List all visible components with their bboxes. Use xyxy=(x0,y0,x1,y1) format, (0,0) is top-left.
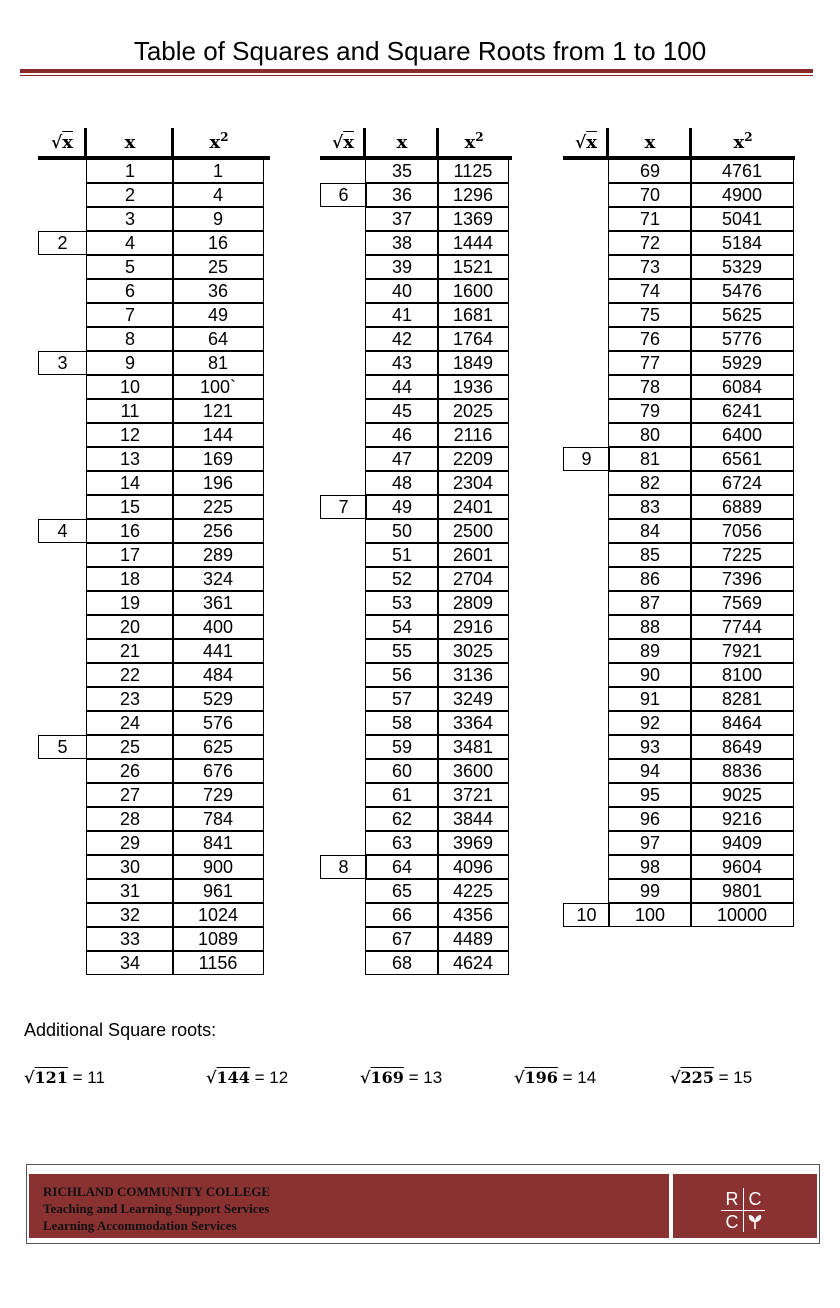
x-cell: 25 xyxy=(86,735,174,759)
square-cell: 5184 xyxy=(690,231,794,255)
radical-icon: √ xyxy=(514,1068,525,1087)
x-cell: 26 xyxy=(86,759,174,783)
square-cell: 400 xyxy=(172,615,264,639)
x-cell: 66 xyxy=(365,903,439,927)
square-cell: 7056 xyxy=(690,519,794,543)
footer xyxy=(26,1164,820,1244)
x-cell: 100 xyxy=(608,903,692,927)
x-cell: 37 xyxy=(365,207,439,231)
square-cell: 256 xyxy=(172,519,264,543)
x-cell: 46 xyxy=(365,423,439,447)
x-cell: 64 xyxy=(365,855,439,879)
logo-letter-c2: C xyxy=(725,1212,739,1232)
square-cell: 9216 xyxy=(690,807,794,831)
x-cell: 14 xyxy=(86,471,174,495)
square-cell: 729 xyxy=(172,783,264,807)
x-cell: 40 xyxy=(365,279,439,303)
header-square xyxy=(173,128,265,156)
header-x: x xyxy=(644,132,656,153)
x-cell: 98 xyxy=(608,855,692,879)
radicand: 196 xyxy=(524,1068,558,1087)
root-cell: 8 xyxy=(320,855,367,879)
square-cell: 6561 xyxy=(690,447,794,471)
radical-icon: √ xyxy=(575,133,587,153)
x-cell: 41 xyxy=(365,303,439,327)
header-square xyxy=(691,128,795,156)
square-cell: 625 xyxy=(172,735,264,759)
x-cell: 49 xyxy=(365,495,439,519)
square-cell: 361 xyxy=(172,591,264,615)
square-cell: 100` xyxy=(172,375,264,399)
square-cell: 2025 xyxy=(437,399,509,423)
root-result: = 11 xyxy=(72,1068,105,1087)
radicand: 144 xyxy=(216,1068,250,1087)
x-cell: 59 xyxy=(365,735,439,759)
square-cell: 841 xyxy=(172,831,264,855)
square-cell: 7225 xyxy=(690,543,794,567)
service-name: Learning Accommodation Services xyxy=(43,1218,237,1233)
x-cell: 51 xyxy=(365,543,439,567)
square-cell: 6889 xyxy=(690,495,794,519)
square-cell: 5041 xyxy=(690,207,794,231)
square-cell: 529 xyxy=(172,687,264,711)
x-cell: 29 xyxy=(86,831,174,855)
root-result: = 15 xyxy=(718,1068,753,1087)
college-name: RICHLAND COMMUNITY COLLEGE xyxy=(43,1184,271,1199)
x-cell: 17 xyxy=(86,543,174,567)
x-cell: 11 xyxy=(86,399,174,423)
x-cell: 60 xyxy=(365,759,439,783)
page-title: Table of Squares and Square Roots from 1 to 100 xyxy=(133,36,707,66)
x-cell: 28 xyxy=(86,807,174,831)
x-cell: 6 xyxy=(86,279,174,303)
x-cell: 55 xyxy=(365,639,439,663)
square-cell: 4096 xyxy=(437,855,509,879)
x-cell: 80 xyxy=(608,423,692,447)
square-cell: 2809 xyxy=(437,591,509,615)
square-cell: 81 xyxy=(172,351,264,375)
square-cell: 3721 xyxy=(437,783,509,807)
x-cell: 68 xyxy=(365,951,439,975)
additional-root-item xyxy=(24,1068,105,1088)
header-root-label: x xyxy=(343,132,354,153)
x-cell: 22 xyxy=(86,663,174,687)
x-cell: 7 xyxy=(86,303,174,327)
logo-letter-r: R xyxy=(725,1189,739,1209)
square-cell: 8281 xyxy=(690,687,794,711)
square-cell: 289 xyxy=(172,543,264,567)
x-cell: 35 xyxy=(365,159,439,183)
square-cell: 1681 xyxy=(437,303,509,327)
square-cell: 64 xyxy=(172,327,264,351)
x-cell: 74 xyxy=(608,279,692,303)
square-cell: 1849 xyxy=(437,351,509,375)
x-cell: 87 xyxy=(608,591,692,615)
square-cell: 6400 xyxy=(690,423,794,447)
x-cell: 90 xyxy=(608,663,692,687)
root-result: = 14 xyxy=(562,1068,597,1087)
square-cell: 5929 xyxy=(690,351,794,375)
square-cell: 676 xyxy=(172,759,264,783)
x-cell: 88 xyxy=(608,615,692,639)
x-cell: 21 xyxy=(86,639,174,663)
square-cell: 7744 xyxy=(690,615,794,639)
root-cell: 5 xyxy=(38,735,87,759)
additional-root-item xyxy=(670,1068,752,1088)
x-cell: 82 xyxy=(608,471,692,495)
logo-divider-h xyxy=(721,1210,765,1211)
root-cell: 7 xyxy=(320,495,367,519)
x-cell: 99 xyxy=(608,879,692,903)
square-cell: 9801 xyxy=(690,879,794,903)
square-cell: 2304 xyxy=(437,471,509,495)
x-cell: 38 xyxy=(365,231,439,255)
square-cell: 8464 xyxy=(690,711,794,735)
square-cell: 5625 xyxy=(690,303,794,327)
square-cell: 1444 xyxy=(437,231,509,255)
root-cell: 9 xyxy=(563,447,610,471)
radicand: 169 xyxy=(370,1068,404,1087)
square-cell: 3481 xyxy=(437,735,509,759)
x-cell: 33 xyxy=(86,927,174,951)
radical-icon: √ xyxy=(360,1068,371,1087)
square-cell: 324 xyxy=(172,567,264,591)
square-cell: 1 xyxy=(172,159,264,183)
x-cell: 50 xyxy=(365,519,439,543)
square-cell: 9 xyxy=(172,207,264,231)
square-cell: 4624 xyxy=(437,951,509,975)
square-cell: 1156 xyxy=(172,951,264,975)
x-cell: 19 xyxy=(86,591,174,615)
x-cell: 8 xyxy=(86,327,174,351)
square-cell: 4356 xyxy=(437,903,509,927)
square-cell: 4 xyxy=(172,183,264,207)
header-x: x xyxy=(124,132,136,153)
square-cell: 169 xyxy=(172,447,264,471)
header-divider xyxy=(363,128,366,156)
x-cell: 91 xyxy=(608,687,692,711)
x-cell: 85 xyxy=(608,543,692,567)
x-cell: 62 xyxy=(365,807,439,831)
x-cell: 96 xyxy=(608,807,692,831)
x-cell: 1 xyxy=(86,159,174,183)
x-cell: 54 xyxy=(365,615,439,639)
square-cell: 6724 xyxy=(690,471,794,495)
x-cell: 79 xyxy=(608,399,692,423)
square-cell: 9025 xyxy=(690,783,794,807)
x-cell: 89 xyxy=(608,639,692,663)
header-root xyxy=(320,128,366,156)
square-cell: 2916 xyxy=(437,615,509,639)
header-divider xyxy=(84,128,87,156)
square-cell: 36 xyxy=(172,279,264,303)
radical-icon: √ xyxy=(24,1068,35,1087)
x-cell: 32 xyxy=(86,903,174,927)
x-cell: 63 xyxy=(365,831,439,855)
header-square-exponent: 2 xyxy=(220,130,229,144)
square-cell: 1936 xyxy=(437,375,509,399)
x-cell: 9 xyxy=(86,351,174,375)
square-cell: 3844 xyxy=(437,807,509,831)
square-cell: 2601 xyxy=(437,543,509,567)
x-cell: 43 xyxy=(365,351,439,375)
header-root-label: x xyxy=(586,132,597,153)
additional-root-item xyxy=(514,1068,596,1088)
square-cell: 4225 xyxy=(437,879,509,903)
square-cell: 1024 xyxy=(172,903,264,927)
square-cell: 4761 xyxy=(690,159,794,183)
additional-root-item xyxy=(360,1068,442,1088)
x-cell: 47 xyxy=(365,447,439,471)
x-cell: 70 xyxy=(608,183,692,207)
square-cell: 10000 xyxy=(690,903,794,927)
header-x: x xyxy=(396,132,408,153)
x-cell: 27 xyxy=(86,783,174,807)
header-divider xyxy=(436,128,439,156)
header-square-base: x xyxy=(464,132,476,153)
square-cell: 6241 xyxy=(690,399,794,423)
x-cell: 97 xyxy=(608,831,692,855)
x-cell: 71 xyxy=(608,207,692,231)
square-cell: 7569 xyxy=(690,591,794,615)
square-cell: 1521 xyxy=(437,255,509,279)
x-cell: 2 xyxy=(86,183,174,207)
root-cell: 4 xyxy=(38,519,87,543)
root-cell: 2 xyxy=(38,231,87,255)
square-cell: 5476 xyxy=(690,279,794,303)
x-cell: 45 xyxy=(365,399,439,423)
square-cell: 2500 xyxy=(437,519,509,543)
title-rule-thin xyxy=(20,75,813,76)
square-cell: 121 xyxy=(172,399,264,423)
root-cell: 3 xyxy=(38,351,87,375)
x-cell: 36 xyxy=(365,183,439,207)
rcc-logo-grid xyxy=(721,1188,765,1232)
square-cell: 9604 xyxy=(690,855,794,879)
additional-label: Additional Square roots: xyxy=(24,1020,217,1040)
header-square xyxy=(438,128,510,156)
radical-icon: √ xyxy=(670,1068,681,1087)
square-cell: 3969 xyxy=(437,831,509,855)
square-cell: 4900 xyxy=(690,183,794,207)
header-divider xyxy=(171,128,174,156)
x-cell: 31 xyxy=(86,879,174,903)
radicand: 225 xyxy=(680,1068,714,1087)
x-cell: 15 xyxy=(86,495,174,519)
square-cell: 144 xyxy=(172,423,264,447)
x-cell: 81 xyxy=(608,447,692,471)
square-cell: 1125 xyxy=(437,159,509,183)
square-cell: 3600 xyxy=(437,759,509,783)
header-divider xyxy=(606,128,609,156)
square-cell: 4489 xyxy=(437,927,509,951)
x-cell: 20 xyxy=(86,615,174,639)
x-cell: 61 xyxy=(365,783,439,807)
square-cell: 25 xyxy=(172,255,264,279)
root-result: = 13 xyxy=(408,1068,443,1087)
x-cell: 93 xyxy=(608,735,692,759)
square-cell: 3249 xyxy=(437,687,509,711)
x-cell: 72 xyxy=(608,231,692,255)
header-divider xyxy=(689,128,692,156)
square-cell: 7396 xyxy=(690,567,794,591)
title-rule-thick xyxy=(20,69,813,73)
square-cell: 225 xyxy=(172,495,264,519)
x-cell: 3 xyxy=(86,207,174,231)
square-cell: 49 xyxy=(172,303,264,327)
x-cell: 42 xyxy=(365,327,439,351)
x-cell: 39 xyxy=(365,255,439,279)
square-cell: 5776 xyxy=(690,327,794,351)
square-cell: 784 xyxy=(172,807,264,831)
x-cell: 83 xyxy=(608,495,692,519)
additional-root-item xyxy=(206,1068,288,1088)
x-cell: 86 xyxy=(608,567,692,591)
x-cell: 77 xyxy=(608,351,692,375)
square-cell: 5329 xyxy=(690,255,794,279)
logo-letter-c1: C xyxy=(748,1189,762,1209)
square-cell: 3025 xyxy=(437,639,509,663)
square-cell: 8649 xyxy=(690,735,794,759)
x-cell: 67 xyxy=(365,927,439,951)
header-square-exponent: 2 xyxy=(744,130,753,144)
radical-icon: √ xyxy=(206,1068,217,1087)
x-cell: 10 xyxy=(86,375,174,399)
header-square-exponent: 2 xyxy=(475,130,484,144)
x-cell: 65 xyxy=(365,879,439,903)
rcc-logo xyxy=(673,1174,817,1238)
x-cell: 84 xyxy=(608,519,692,543)
root-result: = 12 xyxy=(254,1068,289,1087)
x-cell: 69 xyxy=(608,159,692,183)
department-name: Teaching and Learning Support Services xyxy=(43,1201,270,1216)
x-cell: 57 xyxy=(365,687,439,711)
square-cell: 8836 xyxy=(690,759,794,783)
header-square-base: x xyxy=(733,132,745,153)
x-cell: 44 xyxy=(365,375,439,399)
x-cell: 76 xyxy=(608,327,692,351)
square-cell: 441 xyxy=(172,639,264,663)
x-cell: 16 xyxy=(86,519,174,543)
square-cell: 2401 xyxy=(437,495,509,519)
square-cell: 196 xyxy=(172,471,264,495)
x-cell: 95 xyxy=(608,783,692,807)
radicand: 121 xyxy=(34,1068,68,1087)
square-cell: 900 xyxy=(172,855,264,879)
x-cell: 23 xyxy=(86,687,174,711)
root-cell: 6 xyxy=(320,183,367,207)
square-cell: 6084 xyxy=(690,375,794,399)
x-cell: 13 xyxy=(86,447,174,471)
square-cell: 8100 xyxy=(690,663,794,687)
radical-icon: √ xyxy=(51,133,63,153)
square-cell: 3364 xyxy=(437,711,509,735)
x-cell: 53 xyxy=(365,591,439,615)
square-cell: 1296 xyxy=(437,183,509,207)
footer-banner xyxy=(29,1174,669,1238)
x-cell: 52 xyxy=(365,567,439,591)
square-cell: 961 xyxy=(172,879,264,903)
square-cell: 3136 xyxy=(437,663,509,687)
square-cell: 2116 xyxy=(437,423,509,447)
x-cell: 12 xyxy=(86,423,174,447)
leaf-icon xyxy=(744,1211,766,1233)
square-cell: 1600 xyxy=(437,279,509,303)
x-cell: 30 xyxy=(86,855,174,879)
header-root xyxy=(563,128,609,156)
x-cell: 75 xyxy=(608,303,692,327)
x-cell: 56 xyxy=(365,663,439,687)
x-cell: 5 xyxy=(86,255,174,279)
square-cell: 484 xyxy=(172,663,264,687)
x-cell: 18 xyxy=(86,567,174,591)
x-cell: 4 xyxy=(86,231,174,255)
root-cell: 10 xyxy=(563,903,610,927)
square-cell: 1089 xyxy=(172,927,264,951)
x-cell: 48 xyxy=(365,471,439,495)
square-cell: 7921 xyxy=(690,639,794,663)
square-cell: 2209 xyxy=(437,447,509,471)
x-cell: 73 xyxy=(608,255,692,279)
square-cell: 9409 xyxy=(690,831,794,855)
x-cell: 34 xyxy=(86,951,174,975)
header-root xyxy=(38,128,86,156)
x-cell: 92 xyxy=(608,711,692,735)
square-cell: 1764 xyxy=(437,327,509,351)
square-cell: 2704 xyxy=(437,567,509,591)
square-cell: 576 xyxy=(172,711,264,735)
x-cell: 24 xyxy=(86,711,174,735)
header-root-label: x xyxy=(62,132,73,153)
square-cell: 1369 xyxy=(437,207,509,231)
x-cell: 58 xyxy=(365,711,439,735)
header-square-base: x xyxy=(209,132,221,153)
x-cell: 94 xyxy=(608,759,692,783)
square-cell: 16 xyxy=(172,231,264,255)
radical-icon: √ xyxy=(332,133,344,153)
x-cell: 78 xyxy=(608,375,692,399)
